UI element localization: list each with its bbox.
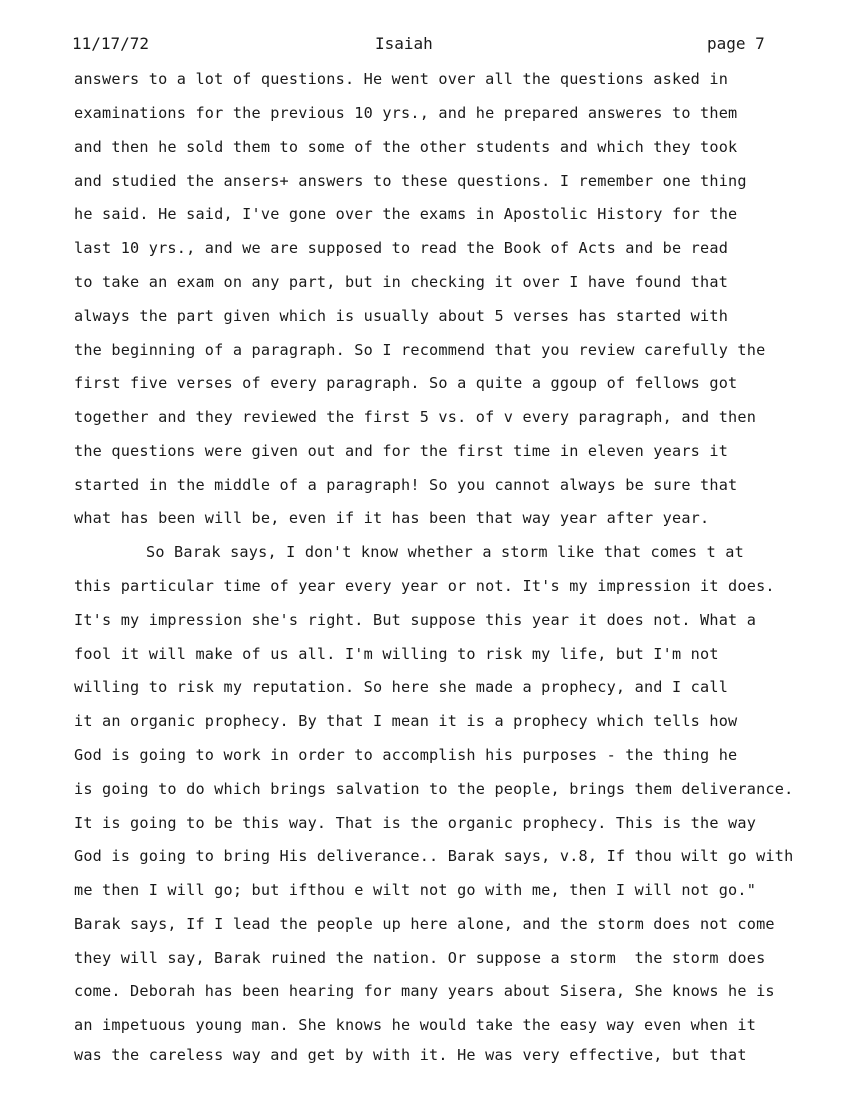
text-line: fool it will make of us all. I'm willing to risk my life, but I'm not: [74, 645, 719, 663]
text-line: always the part given which is usually about 5 verses has started with: [74, 307, 729, 325]
text-line: was the careless way and get by with it. He was very effective, but that: [74, 1046, 747, 1064]
page-header: [72, 34, 772, 58]
text-line: this particular time of year every year or not. It's my impression it does.: [74, 577, 775, 595]
text-line: together and they reviewed the first 5 vs. of v every paragraph, and then: [74, 408, 757, 426]
header-date: 11/17/72: [72, 34, 150, 53]
text-line: first five verses of every paragraph. So a quite a ggoup of fellows got: [74, 374, 738, 392]
text-line: he said. He said, I've gone over the exams in Apostolic History for the: [74, 205, 738, 223]
text-line: It is going to be this way. That is the organic prophecy. This is the way: [74, 814, 757, 832]
text-line: is going to do which brings salvation to the people, brings them deliverance.: [74, 780, 794, 798]
text-line: answers to a lot of questions. He went over all the questions asked in: [74, 70, 729, 88]
text-line: It's my impression she's right. But suppose this year it does not. What a: [74, 611, 757, 629]
text-line: and then he sold them to some of the other students and which they took: [74, 138, 738, 156]
text-line: God is going to bring His deliverance.. Barak says, v.8, If thou wilt go with: [74, 847, 794, 865]
header-page-number: page 7: [707, 34, 765, 53]
header-title: Isaiah: [375, 34, 433, 53]
text-line: and studied the ansers+ answers to these questions. I remember one thing: [74, 172, 747, 190]
text-line: examinations for the previous 10 yrs., and he prepared answeres to them: [74, 104, 738, 122]
text-line: to take an exam on any part, but in checking it over I have found that: [74, 273, 729, 291]
text-line: what has been will be, even if it has been that way year after year.: [74, 509, 710, 527]
text-line: an impetuous young man. She knows he would take the easy way even when it: [74, 1016, 757, 1034]
text-line: the questions were given out and for the first time in eleven years it: [74, 442, 729, 460]
text-line: God is going to work in order to accomplish his purposes - the thing he: [74, 746, 738, 764]
text-line: So Barak says, I don't know whether a storm like that comes t at: [146, 543, 744, 561]
text-line: it an organic prophecy. By that I mean it is a prophecy which tells how: [74, 712, 738, 730]
text-line: they will say, Barak ruined the nation. Or suppose a storm the storm does: [74, 949, 766, 967]
text-line: me then I will go; but ifthou e wilt not go with me, then I will not go.": [74, 881, 757, 899]
text-line: come. Deborah has been hearing for many years about Sisera, She knows he is: [74, 982, 775, 1000]
text-line: started in the middle of a paragraph! So you cannot always be sure that: [74, 476, 738, 494]
text-line: last 10 yrs., and we are supposed to read the Book of Acts and be read: [74, 239, 729, 257]
text-line: willing to risk my reputation. So here she made a prophecy, and I call: [74, 678, 729, 696]
text-line: the beginning of a paragraph. So I recommend that you review carefully the: [74, 341, 766, 359]
text-line: Barak says, If I lead the people up here alone, and the storm does not come: [74, 915, 775, 933]
